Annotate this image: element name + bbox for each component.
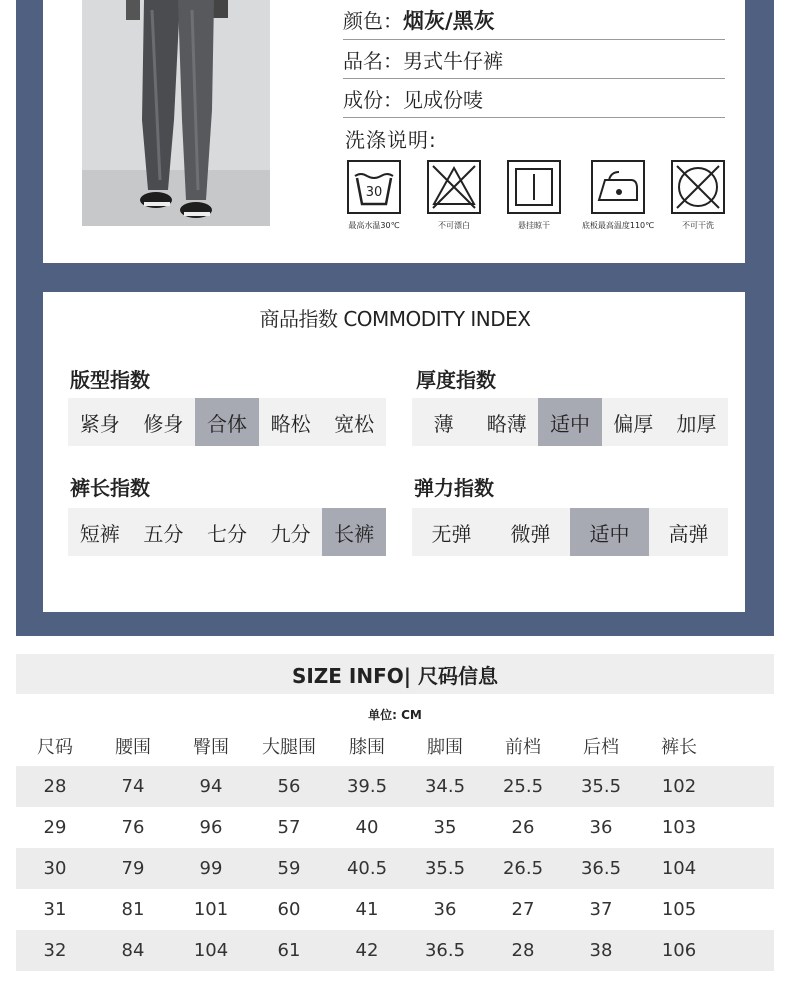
thickness-index-title: 厚度指数 [416, 368, 496, 392]
table-cell: 36.5 [424, 940, 466, 961]
wash-item [494, 160, 574, 231]
wash-item [658, 160, 738, 231]
table-cell: 102 [661, 776, 697, 797]
composition-value: 见成份唛 [403, 87, 483, 112]
commodity-title: 商品指数 COMMODITY INDEX [259, 307, 531, 331]
table-cell: 104 [193, 940, 229, 961]
table-cell: 37 [589, 899, 613, 920]
name-label: 品名： [343, 48, 403, 73]
wash-caption: 底板最高温度110℃ [581, 221, 655, 230]
table-header-row [16, 725, 774, 766]
table-cell: 39.5 [346, 776, 388, 797]
table-cell: 30 [43, 858, 67, 879]
no-tumble-dry-icon [671, 160, 725, 214]
table-cell: 29 [43, 817, 67, 838]
composition-row [343, 79, 725, 118]
fit-index-strip [68, 398, 386, 446]
thickness-option: 加厚 [676, 411, 717, 436]
elastic-option-selected: 适中 [570, 508, 649, 556]
fit-option: 紧身 [79, 411, 120, 436]
table-cell: 27 [511, 899, 535, 920]
length-option: 七分 [206, 521, 247, 546]
table-cell: 74 [121, 776, 145, 797]
fit-option: 略松 [270, 411, 311, 436]
fit-option-selected: 合体 [195, 398, 259, 446]
table-cell: 57 [277, 817, 301, 838]
table-cell: 35.5 [424, 858, 466, 879]
table-cell: 36 [589, 817, 613, 838]
column-header: 后档 [583, 736, 619, 758]
no-bleach-icon [427, 160, 481, 214]
table-cell: 106 [661, 940, 697, 961]
thickness-option: 薄 [433, 411, 454, 436]
elastic-index-title: 弹力指数 [414, 476, 494, 500]
table-cell: 35.5 [580, 776, 622, 797]
table-cell: 76 [121, 817, 145, 838]
table-row [16, 889, 774, 930]
iron-110-icon [591, 160, 645, 214]
table-cell: 34.5 [424, 776, 466, 797]
elastic-option: 无弹 [431, 521, 472, 546]
color-row [343, 0, 725, 40]
column-header: 腰围 [115, 736, 151, 758]
table-cell: 79 [121, 858, 145, 879]
name-row [343, 40, 725, 79]
table-cell: 25.5 [502, 776, 544, 797]
thickness-option: 略薄 [486, 411, 527, 436]
commodity-card [43, 292, 745, 612]
table-cell: 94 [199, 776, 223, 797]
column-header: 臀围 [193, 736, 229, 758]
length-option: 五分 [143, 521, 184, 546]
table-cell: 84 [121, 940, 145, 961]
fit-option: 宽松 [334, 411, 375, 436]
table-cell: 28 [511, 940, 535, 961]
length-option: 短裤 [79, 521, 120, 546]
elastic-index-strip [412, 508, 728, 556]
table-row [16, 930, 774, 971]
column-header: 脚围 [427, 736, 463, 758]
size-title: SIZE INFO| 尺码信息 [291, 664, 499, 688]
thickness-index-strip [412, 398, 728, 446]
length-index-title: 裤长指数 [70, 476, 150, 500]
thickness-option-selected: 适中 [538, 398, 601, 446]
fit-index-title: 版型指数 [70, 368, 150, 392]
table-cell: 42 [355, 940, 379, 961]
wash-caption: 不可漂白 [438, 221, 470, 230]
color-value: 烟灰/黑灰 [403, 8, 495, 33]
table-cell: 56 [277, 776, 301, 797]
composition-label: 成份： [343, 87, 403, 112]
wash-30-icon [347, 160, 401, 214]
length-option: 九分 [270, 521, 311, 546]
length-option-selected: 长裤 [322, 508, 386, 556]
wash-item [578, 160, 658, 231]
fit-option: 修身 [143, 411, 184, 436]
length-index-strip [68, 508, 386, 556]
column-header: 膝围 [349, 736, 385, 758]
product-photo [82, 0, 270, 226]
elastic-option: 微弹 [510, 521, 551, 546]
table-cell: 60 [277, 899, 301, 920]
wash-item [414, 160, 494, 231]
table-row [16, 848, 774, 889]
table-cell: 26 [511, 817, 535, 838]
wash-item [334, 160, 414, 231]
table-cell: 36.5 [580, 858, 622, 879]
elastic-option: 高弹 [668, 521, 709, 546]
table-cell: 41 [355, 899, 379, 920]
table-row [16, 807, 774, 848]
color-label: 颜色： [343, 9, 403, 33]
table-cell: 105 [661, 899, 697, 920]
column-header: 大腿围 [262, 736, 316, 758]
unit-label: 单位: CM [368, 708, 422, 722]
table-cell: 28 [43, 776, 67, 797]
wash-caption: 不可干洗 [682, 221, 714, 230]
wash-title: 洗涤说明: [345, 128, 437, 152]
hang-dry-icon [507, 160, 561, 214]
table-cell: 81 [121, 899, 145, 920]
table-cell: 96 [199, 817, 223, 838]
column-header: 尺码 [37, 736, 73, 758]
wash-caption: 最高水温30℃ [348, 221, 400, 230]
table-cell: 32 [43, 940, 67, 961]
table-cell: 101 [193, 899, 229, 920]
table-cell: 26.5 [502, 858, 544, 879]
table-cell: 99 [199, 858, 223, 879]
table-cell: 61 [277, 940, 301, 961]
table-row [16, 766, 774, 807]
table-cell: 103 [661, 817, 697, 838]
table-cell: 59 [277, 858, 301, 879]
column-header: 前档 [505, 736, 541, 758]
table-cell: 36 [433, 899, 457, 920]
table-cell: 31 [43, 899, 67, 920]
wash-caption: 悬挂晾干 [518, 221, 550, 230]
column-header: 裤长 [661, 736, 697, 758]
svg-text:30: 30 [365, 185, 383, 200]
table-cell: 40 [355, 817, 379, 838]
table-cell: 104 [661, 858, 697, 879]
name-value: 男式牛仔裤 [403, 48, 503, 73]
thickness-option: 偏厚 [613, 411, 654, 436]
table-cell: 38 [589, 940, 613, 961]
table-cell: 35 [433, 817, 457, 838]
table-cell: 40.5 [346, 858, 388, 879]
